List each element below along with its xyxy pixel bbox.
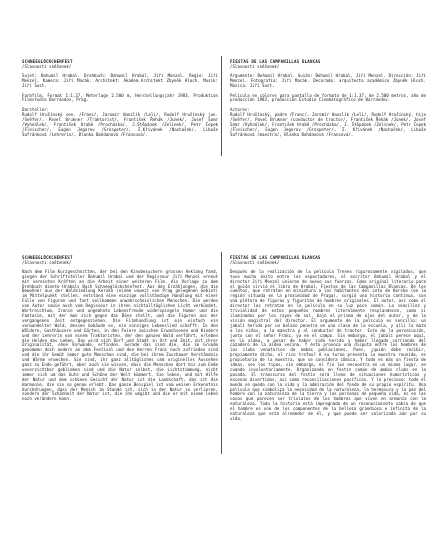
top-left-credits: Sujet: Bohumil Hrabal. Drehbuch: Bohumil Hrabal, Jiří Menzel. Regie: Jiří Menzel. Kamera: Jiří Macák. Architekt: Akadem.Architekt Zbyněk Hloch. Musik: Jiří Šust. <box>22 72 221 88</box>
top-left-block <box>22 59 221 138</box>
bottom-right-body: Después de la realización de la película Trenes rigurosamente vigilados, que tuvo mucho éxito entre los espectadores, el escritor Bohumil Hrabal y el director Jiří Menzel unieron de nuevo sus fuerzas. Como original literario para el guión sirvió el libro de Hrabal, Fiestas de las Campanillas Blancas. De los cuentos, que retratan en miniatura a los habitantes del coto de Kersko (en la región situada en la proximidad de Praga), surgió una historia continua, con una plétora de figuras y figuritas de hombres originales. El autor, así como el director los retratan en la película en su luz poco común. La sencillez y trivialidad de estos pequeños hombres literalmente resplandecen, como si iluminados por los rayos de sol, bajo el prisma de ojos del autor, y de la visión magistral del director. El argumento de la película es sencillo: un jabalí herido por un balazo penetra en una clase de la escuela, y allí lo mata a los niños, a la maestra y al conductor de tractor. Este de la persecución, junto con el señor Franc, ya en el campo. Sin embargo, el jabalí perece aquí, en la aldea, a pesar de haber sido herido y haber llegado corriendo del cazadero de la aldea vecina. Y ésto provoca una disputa entre los hombres de los clubs venatorios de ambas poblaciones. Pues, ¿quién debe recibir, propiamente dicho, el rico trofeo? A su turno presenta la muestra reunida, es propietario de la muestra, que se considera cómica. Y todo es más un fiesta de ideas, son los tipos, sin embargo, el fin los encuentra en un mismo lugar, en cuando involuntariamente. Organizando en festín común de ambos clubs en la posada. El transcurso del festín será lleno de situaciones humorísticas y escenas divertidas, así como reconciliaciones pacíficas. Y lo precioso: todo el mundo se queda con la vida y la admiración del fondo de su propio espíritu. Una película que simboliza la necesidad de la naturaleza, la hermosura y la paz del hombre con la naturaleza de la tierra y las personas de pequeña vida, es en las cosas que parecen ser triviales de los hombres que viven en armonía con la naturaleza. Toda la historia está impregnada de un reconocimiento sabio de que el hombre es uno de los componentes de la belleza grandiosa e infinita de la naturaleza que está alrededor de él, y que puede ser valorizada aún por su vida. <box>230 268 429 421</box>
bottom-left-body: Nach dem Film Kurzgeschnitten, der bei den Kinobesuchern grossen Anklang fand, gingen der Schriftsteller Bohumil Hrabal und der Regisseur Jiří Menzel erneut mit vereinten Kräften an die Arbeit einer weiteren Film. Als Vorlage zu dem Drehbuch diente Hrabals Buch Schneeglöckchenfest. Aus den Erzählungen, die die Bewohner aus der Waldsiedlung Kersko (einem unweit von Prag gelegenen Gebiet) im Mittelpunkt stellen, entstand eine einzige vollständige Handlung mit einer Fülle von Figuren und fast vollkommen unwahrscheinlichen Menschen. Die werden von Autor sowie auch vom Regisseur in ihren nichtalltäglichen Licht verkündet. Wortreichtum, Ironie und ungeahnte Lebensfreude widerspiegeln Humor und die Fantasie, mit der man sich gegen das Böse stellt, und die Figuren aus der vergangenen Zeit entgegenziehen. Die Filmhandlung ist ein einfach ein verwandelter Wald, dessen Gebäude es, ein einziges Lebenslied schafft. In den Wäldern, Gasthäusern und Gärten, in den Feiern zwischen Erwachsenen und Kindern und der Lehrerin von einem Traktoristen, der den ganzen Wald verführt, erleben die Helden das Leben. Das wird sich Dorf und Stadt in Ort und Zeit, mit ihrer Originalität, ohne Vorwände, erfinden. Gerade das sind die, die im Grunde genommen doch anders an dem Festival und den Herren Franc noch zufrieden sind und die ihr Gemüt immer gute Menschen sind, die bei ihrem Zuschauer Verständnis und Wärme erwecken. Sie sind, ihr ganz alltägliches und originelles Aussehen ganz zu Ende geführt, aber auch sie wissen, dass die Menschen dort bis zum Ende unverzichtbar geblieben sind und die Natur selbst, die Lichtstimmung, nicht immer sich um das Gute und Schöne der Welt kümmert. Sie leben, und mit Hilfe der Natur und dem schönen Gesicht der Natur ist die Landschaft, das ist die Harmonie, die sie so genau erlebt. Das ganze Beispiel ist vom weisen Erkenntnis durchdrungen, dass der Mensch im Stande ist, sich in der Natur zu verlieren, sondern der Schönheit der Natur ist, die ihn umgibt und die er mit einem leben noch verändern kann. <box>22 268 221 402</box>
top-right-subtitle: /Slavnosti sněženek/ <box>230 63 280 69</box>
top-left-subtitle: /Slavnosti sněženek/ <box>22 63 72 69</box>
top-right-cast-heading: Actores: <box>230 107 250 113</box>
top-right-block <box>230 59 429 138</box>
top-right-title: FIESTAS DE LAS CAMPANILLAS BLANCAS <box>230 59 321 64</box>
bottom-divider <box>221 252 222 454</box>
top-right-tech: Película en colores para pantalla de formato de 1:1,37; de 2.500 metros, año de producción 1983, producción Estudio Cinematográfico de Barrandov. <box>230 92 429 103</box>
top-divider <box>221 56 222 156</box>
top-right-credits: Argumento: Bohumil Hrabal. Guión: Bohumil Hrabal, Jiří Menzel. Dirección: Jiří Menzel. Fotografía: Jiří Macák. Decorado: arquitecto académico Zbyněk Hloch. Música: Jiří Šust. <box>230 72 429 88</box>
top-left-title: SCHNEEGLÖCKCHENFEST <box>22 59 73 64</box>
top-right-cast: Rudolf Hrušínský, padre /Franc/, Jaromír Hanzlík /Leli/, Rudolf Hrušínský, hijo /Sněfer/, Pavel Brukner /conductor de tractor/, František Řehák /Junek/, Josef Somr /Vyhnálek/, František Hrabě /Procházka/, J. Štěpánek /Zelinek/, Petr Čepek /Fleischer/, Eugen Jegorov /Grospeter/, Z. Křivánek /Nachaček/, Libuše Šafránková /maestra/, Blanka Bohdanová /Francová/. <box>230 112 429 137</box>
bottom-left-subtitle: /Slavnosti sněženek/ <box>22 259 72 265</box>
bottom-right-subtitle: /Slavnosti sněženek/ <box>230 259 280 265</box>
bottom-left-title: SCHNEEGLÖCKCHENFEST <box>22 255 73 260</box>
bottom-right-block <box>230 255 429 422</box>
bottom-right-title: FIESTAS DE LAS CAMPANILLAS BLANCAS <box>230 255 321 260</box>
bottom-left-block <box>22 255 221 402</box>
top-left-cast: Rudolf Hrušínský sen. /Franc/, Jaromír Hanzlík /Leli/, Rudolf Hrušínský jun. /Sněfer/, Pavel Brukner /Traktorist/, František Řehák /Junek/, Josef Somr /Vyhnálek/, František Hrabě /Procházka/, J.Štěpánek /Zelinek/, Petr Čepek /Fleischer/, Eugen Jegorov /Grospeter/, Z.Křivánek /Nachaček/, Libuše Šafránková /Lehrerin/, Blanka Bohdanová /Francová/. <box>22 112 221 137</box>
top-left-tech: Farbfilm, Format 1:1,37, Meterlage 2.500 m, Herstellungsjahr 1983, Produktion Filmstudio Barrandov, Prag. <box>22 92 221 103</box>
top-left-cast-heading: Darsteller: <box>22 107 50 113</box>
